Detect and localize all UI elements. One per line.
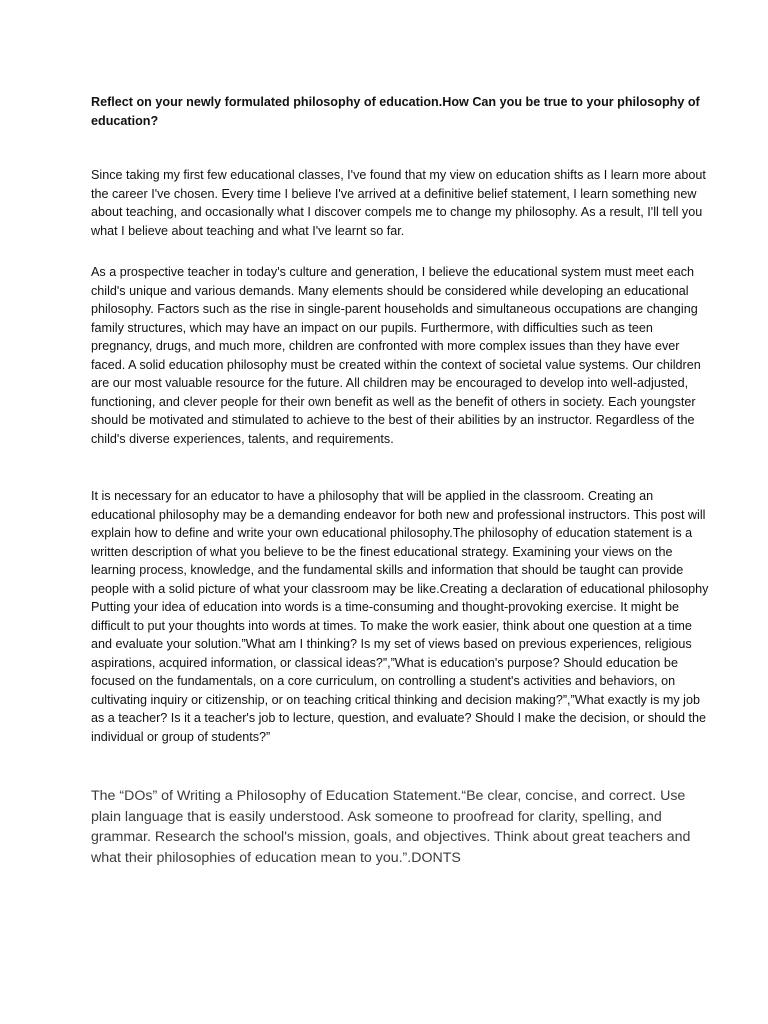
paragraph-prospective-teacher: As a prospective teacher in today's culture and generation, I believe the educational system must meet each child's unique and various demands. Many elements should be considered while developing an educational philosophy. Factors such as the rise in single-parent households and simultaneous occupations are changing family structures, which may have an impact on our pupils. Furthermore, with difficulties such as teen pregnancy, drugs, and much more, children are confronted with more complex issues than they have ever faced. A solid education philosophy must be created within the context of societal value systems. Our children are our most valuable resource for the future. All children may be encouraged to develop into well-adjusted, functioning, and clever people for their own benefit as well as the benefit of others in society. Each youngster should be motivated and stimulated to achieve to the best of their abilities by an instructor. Regardless of the child's diverse experiences, talents, and requirements.: [91, 265, 701, 446]
paragraph-dos-and-donts: The “DOs” of Writing a Philosophy of Education Statement.“Be clear, concise, and correct. Use plain language that is easily understood. Ask someone to proofread for clarity, spelling, and grammar. Research the school's mission, goals, and objectives. Think about great teachers and what their philosophies of education mean to you.”.DONTS: [91, 788, 691, 866]
essay-question: Reflect on your newly formulated philosophy of education.How Can you be true to your philosophy of education?: [91, 95, 700, 128]
paragraph-intro: Since taking my first few educational classes, I've found that my view on education shifts as I learn more about the career I've chosen. Every time I believe I've arrived at a definitive belief statement, I learn something new about teaching, and occasionally what I discover compels me to change my philosophy. As a result, I'll tell you what I believe about teaching and what I've learnt so far.: [91, 168, 706, 238]
paragraph-philosophy-necessity: It is necessary for an educator to have a philosophy that will be applied in the classroom. Creating an educational philosophy may be a demanding endeavor for both new and professional instructors. This post will explain how to define and write your own educational philosophy.The philosophy of education statement is a written description of what you believe to be the finest educational strategy. Examining your views on the learning process, knowledge, and the fundamental skills and information that should be taught can provide people with a solid picture of what your classroom may be like.Creating a declaration of educational philosophy Putting your idea of education into words is a time-consuming and thought-provoking exercise. It might be difficult to put your thoughts into words at times. To make the work easier, think about one question at a time and evaluate your solution.”What am I thinking? Is my set of views based on previous experiences, religious aspirations, acquired information, or classical ideas?”,”What is education's purpose? Should education be focused on the fundamentals, on a core curriculum, on controlling a student's activities and behaviors, on cultivating inquiry or citizenship, or on teaching critical thinking and decision making?”,”What exactly is my job as a teacher? Is it a teacher's job to lecture, question, and evaluate? Should I make the decision, or should the individual or group of students?”: [91, 489, 709, 744]
